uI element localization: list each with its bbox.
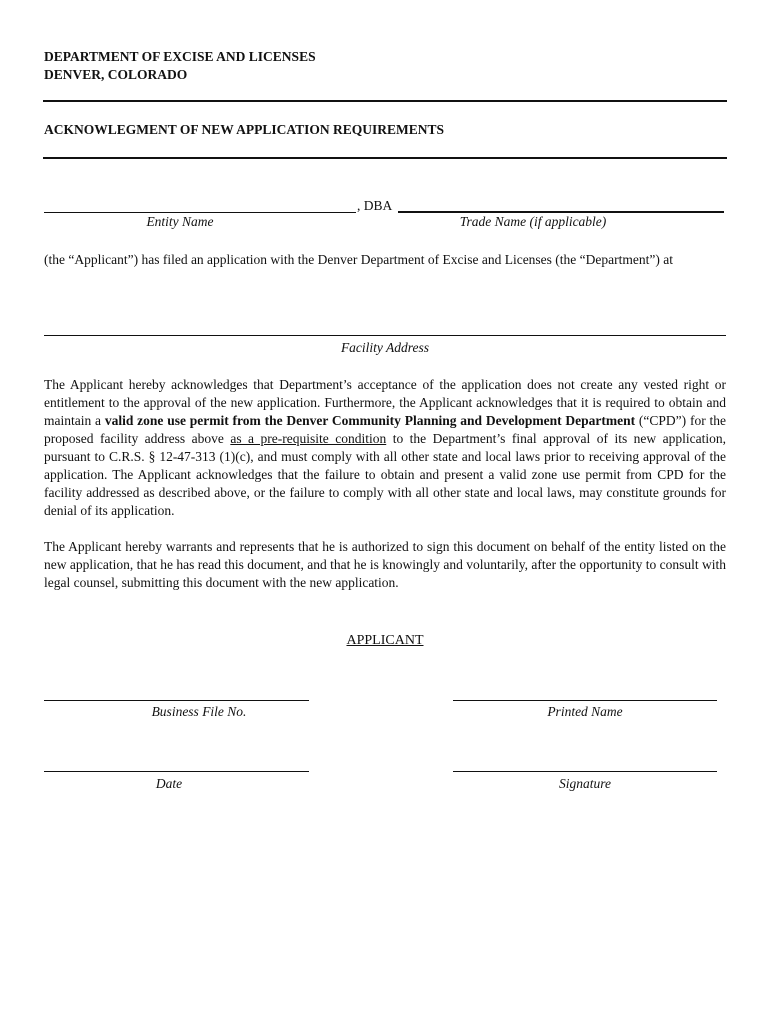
department-location: DENVER, COLORADO [44,67,188,82]
printed-name-blank[interactable] [453,700,717,701]
business-file-blank[interactable] [44,700,309,701]
paragraph1-text-a: The Applicant hereby acknowledges that Department’s acceptance of the application does not create any vested right or entitlement to the approval of the new application. Furthermore, the Applicant acknowledges that it is required to obtain and maintain a [44,377,726,428]
document-title: ACKNOWLEGMENT OF NEW APPLICATION REQUIREMENTS [44,122,445,137]
department-name: DEPARTMENT OF EXCISE AND LICENSES [44,49,316,64]
paragraph1-underline-condition: as a pre-requisite condition [230,431,387,446]
warranty-paragraph: The Applicant hereby warrants and represents that he is authorized to sign this document on behalf of the entity listed on the new application, that he has read this document, and that he is knowingly and voluntarily, after the opportunity to consult with legal counsel, submitting this document with the new application. [44,539,726,590]
date-blank[interactable] [44,771,309,772]
header-rule-bottom [43,157,727,159]
header-rule-top [43,100,727,102]
filed-statement: (the “Applicant”) has filed an application with the Denver Department of Excise and Licenses (the “Department”) at [44,252,673,267]
acknowledgment-paragraph [44,376,726,520]
printed-name-caption: Printed Name [547,704,623,719]
paragraph1-text-b: (“CPD”) for the proposed facility address above [44,413,726,446]
signature-caption: Signature [559,776,611,791]
facility-address-caption: Facility Address [340,340,430,355]
date-caption: Date [155,776,183,791]
entity-name-blank[interactable] [44,212,356,213]
dba-label: , DBA [357,198,393,213]
signature-blank[interactable] [453,771,717,772]
entity-name-caption: Entity Name [146,214,214,229]
paragraph1-text-c: to the Department’s final approval of its new application, pursuant to C.R.S. § 12-47-313 (1)(c), and must comply with all other state and local laws prior to receiving approval of the application. The Applicant acknowledges that the failure to obtain and present a valid zone use permit from CPD for the facility addressed as described above, or the failure to comply with all other state and local laws, may constitute grounds for denial of its application. [44,431,726,518]
business-file-caption: Business File No. [151,704,247,719]
paragraph1-bold-permit: valid zone use permit from the Denver Community Planning and Development Department [104,413,636,428]
facility-address-blank[interactable] [44,335,726,336]
trade-name-blank[interactable] [398,211,724,213]
trade-name-caption: Trade Name (if applicable) [459,214,607,229]
applicant-heading: APPLICANT [346,633,424,648]
